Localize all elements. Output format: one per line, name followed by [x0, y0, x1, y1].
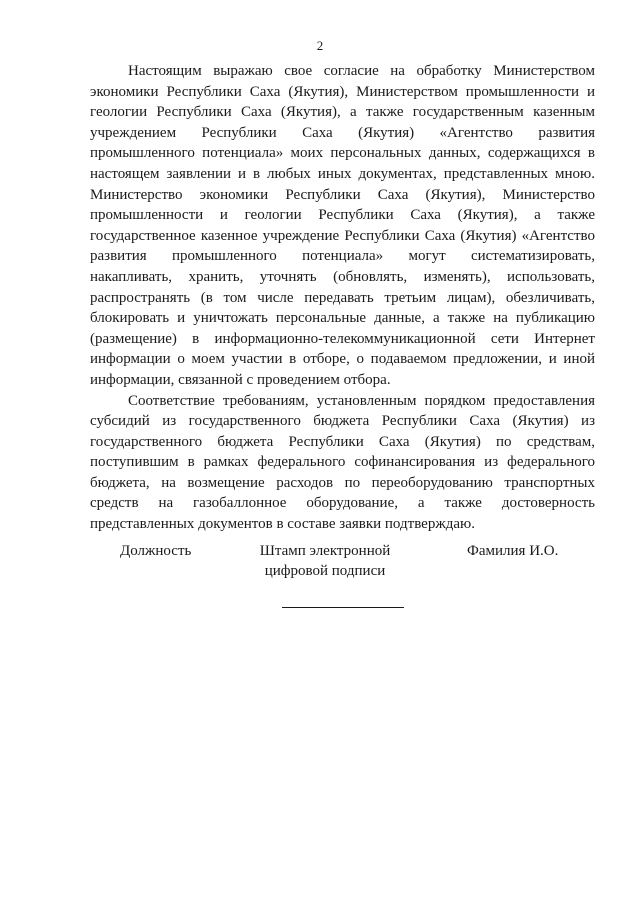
- text-line: промышленного потенциала» моих персональных данных, содержащихся в: [90, 145, 595, 162]
- text-line: (размещение) в информационно-телекоммуникационной сети Интернет: [90, 330, 595, 347]
- text-line: средств на газобаллонное оборудование, а также достоверность: [90, 495, 595, 512]
- text-line: поступившим в рамках федерального софинансирования из федерального: [90, 454, 595, 471]
- text-line: геологии Республики Саха (Якутия), а также государственным казенным: [90, 104, 595, 121]
- signature-name-label: Фамилия И.О.: [467, 543, 559, 559]
- text-line: государственного бюджета Республики Саха (Якутия) по средствам,: [90, 433, 595, 450]
- page-number: 2: [316, 38, 324, 53]
- text-line: информации о моем участии в отборе, о подаваемом предложении, и иной: [90, 351, 595, 368]
- text-line: Министерство экономики Республики Саха (Якутия), Министерство: [90, 186, 595, 203]
- document-body: [90, 61, 595, 535]
- text-line: экономики Республики Саха (Якутия), Министерством промышленности и: [90, 83, 595, 100]
- text-line: информации, связанной с проведением отбора.: [90, 371, 391, 388]
- stamp-label-line: цифровой подписи: [264, 563, 386, 579]
- text-line: промышленности и геологии Республики Саха (Якутия), а также: [90, 207, 595, 224]
- text-line: развития промышленного потенциала» могут систематизировать,: [90, 248, 595, 265]
- text-line: представленных документов в составе заявки подтверждаю.: [90, 516, 475, 533]
- text-line: Соответствие требованиям, установленным порядком предоставления: [128, 392, 595, 409]
- signature-stamp-label: [250, 541, 400, 581]
- signature-position-label: Должность: [120, 543, 192, 559]
- stamp-label-line: Штамп электронной: [259, 543, 391, 559]
- text-line: распространять (в том числе передавать третьим лицам), обезличивать,: [90, 289, 595, 306]
- text-line: настоящем заявлении и в любых иных документах, представленных мною.: [90, 165, 595, 182]
- text-line: учреждением Республики Саха (Якутия) «Агентство развития: [90, 124, 595, 141]
- text-line: субсидий из государственного бюджета Республики Саха (Якутия) из: [90, 413, 595, 430]
- paragraph-consent: [90, 61, 595, 391]
- text-line: накапливать, хранить, уточнять (обновлять, изменять), использовать,: [90, 268, 595, 285]
- text-line: государственное казенное учреждение Республики Саха (Якутия) «Агентство: [90, 227, 595, 244]
- text-line: Настоящим выражаю свое согласие на обработку Министерством: [128, 63, 595, 79]
- text-line: блокировать и уничтожать персональные данные, а также на публикацию: [90, 310, 595, 327]
- text-line: бюджета, на возмещение расходов по переоборудованию транспортных: [90, 474, 595, 491]
- signature-line: [282, 607, 404, 608]
- paragraph-confirmation: [90, 391, 595, 535]
